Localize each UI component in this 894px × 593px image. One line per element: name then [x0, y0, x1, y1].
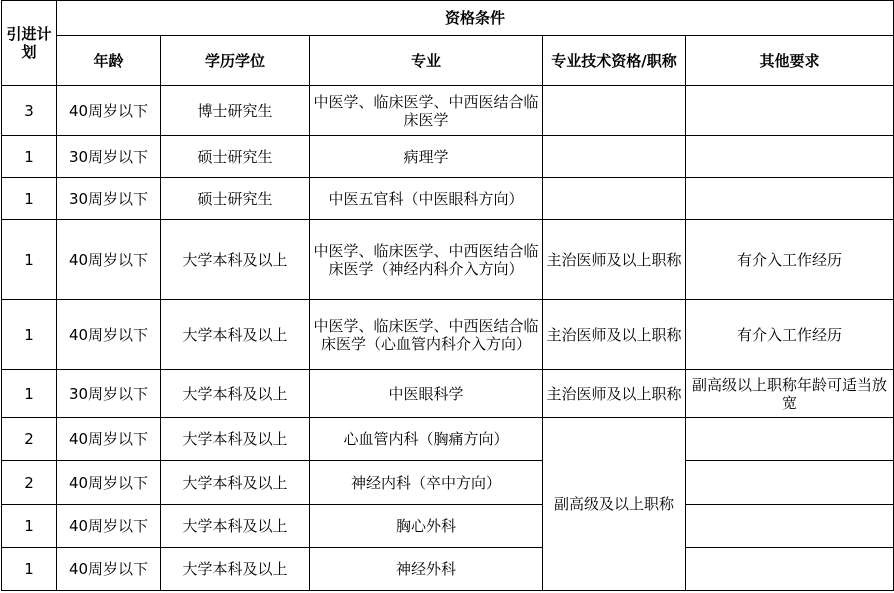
- title-cell: 主治医师及以上职称: [543, 300, 686, 370]
- title-cell: [543, 136, 686, 178]
- degree-cell: 大学本科及以上: [161, 418, 310, 461]
- table-row: [2, 136, 894, 178]
- age-cell: 40周岁以下: [57, 505, 161, 548]
- degree-cell: 大学本科及以上: [161, 505, 310, 548]
- plan-cell: 3: [2, 86, 57, 136]
- age-cell: 40周岁以下: [57, 300, 161, 370]
- other-cell: 有介入工作经历: [686, 220, 894, 300]
- title-cell-merged: 副高级及以上职称: [543, 418, 686, 591]
- other-cell: [686, 418, 894, 461]
- title-cell: [543, 178, 686, 220]
- degree-cell: 大学本科及以上: [161, 461, 310, 505]
- degree-cell: 硕士研究生: [161, 178, 310, 220]
- age-cell: 40周岁以下: [57, 461, 161, 505]
- header-plan: 引进计划: [2, 1, 57, 86]
- major-cell: 神经外科: [310, 548, 543, 591]
- other-cell: 有介入工作经历: [686, 300, 894, 370]
- age-cell: 40周岁以下: [57, 548, 161, 591]
- degree-cell: 大学本科及以上: [161, 548, 310, 591]
- major-cell: 中医五官科（中医眼科方向）: [310, 178, 543, 220]
- plan-cell: 1: [2, 370, 57, 418]
- other-cell: 副高级以上职称年龄可适当放宽: [686, 370, 894, 418]
- degree-cell: 大学本科及以上: [161, 220, 310, 300]
- other-cell: [686, 86, 894, 136]
- plan-cell: 1: [2, 178, 57, 220]
- age-cell: 40周岁以下: [57, 418, 161, 461]
- age-cell: 40周岁以下: [57, 86, 161, 136]
- major-cell: 神经内科（卒中方向）: [310, 461, 543, 505]
- other-cell: [686, 136, 894, 178]
- plan-cell: 2: [2, 461, 57, 505]
- plan-cell: 2: [2, 418, 57, 461]
- header-title: 专业技术资格/职称: [543, 36, 686, 86]
- header-other: 其他要求: [686, 36, 894, 86]
- recruitment-table: [1, 0, 894, 591]
- header-degree: 学历学位: [161, 36, 310, 86]
- title-cell: [543, 86, 686, 136]
- plan-cell: 1: [2, 220, 57, 300]
- header-qualifications: 资格条件: [57, 1, 894, 36]
- header-major: 专业: [310, 36, 543, 86]
- table-row: [2, 418, 894, 461]
- age-cell: 30周岁以下: [57, 178, 161, 220]
- table-row: [2, 370, 894, 418]
- other-cell: [686, 461, 894, 505]
- age-cell: 40周岁以下: [57, 220, 161, 300]
- major-cell: 病理学: [310, 136, 543, 178]
- plan-cell: 1: [2, 548, 57, 591]
- plan-cell: 1: [2, 505, 57, 548]
- major-cell: 心血管内科（胸痛方向）: [310, 418, 543, 461]
- header-age: 年龄: [57, 36, 161, 86]
- table-row: [2, 220, 894, 300]
- other-cell: [686, 178, 894, 220]
- other-cell: [686, 548, 894, 591]
- major-cell: 中医眼科学: [310, 370, 543, 418]
- table-row: [2, 178, 894, 220]
- degree-cell: 博士研究生: [161, 86, 310, 136]
- degree-cell: 大学本科及以上: [161, 370, 310, 418]
- plan-cell: 1: [2, 136, 57, 178]
- other-cell: [686, 505, 894, 548]
- age-cell: 30周岁以下: [57, 136, 161, 178]
- table-row: [2, 548, 894, 591]
- table-row: [2, 505, 894, 548]
- title-cell: 主治医师及以上职称: [543, 370, 686, 418]
- degree-cell: 大学本科及以上: [161, 300, 310, 370]
- table-row: [2, 86, 894, 136]
- degree-cell: 硕士研究生: [161, 136, 310, 178]
- table-row: [2, 461, 894, 505]
- title-cell: 主治医师及以上职称: [543, 220, 686, 300]
- major-cell: 中医学、临床医学、中西医结合临床医学: [310, 86, 543, 136]
- major-cell: 中医学、临床医学、中西医结合临床医学（心血管内科介入方向）: [310, 300, 543, 370]
- age-cell: 30周岁以下: [57, 370, 161, 418]
- plan-cell: 1: [2, 300, 57, 370]
- major-cell: 中医学、临床医学、中西医结合临床医学（神经内科介入方向）: [310, 220, 543, 300]
- major-cell: 胸心外科: [310, 505, 543, 548]
- table-row: [2, 300, 894, 370]
